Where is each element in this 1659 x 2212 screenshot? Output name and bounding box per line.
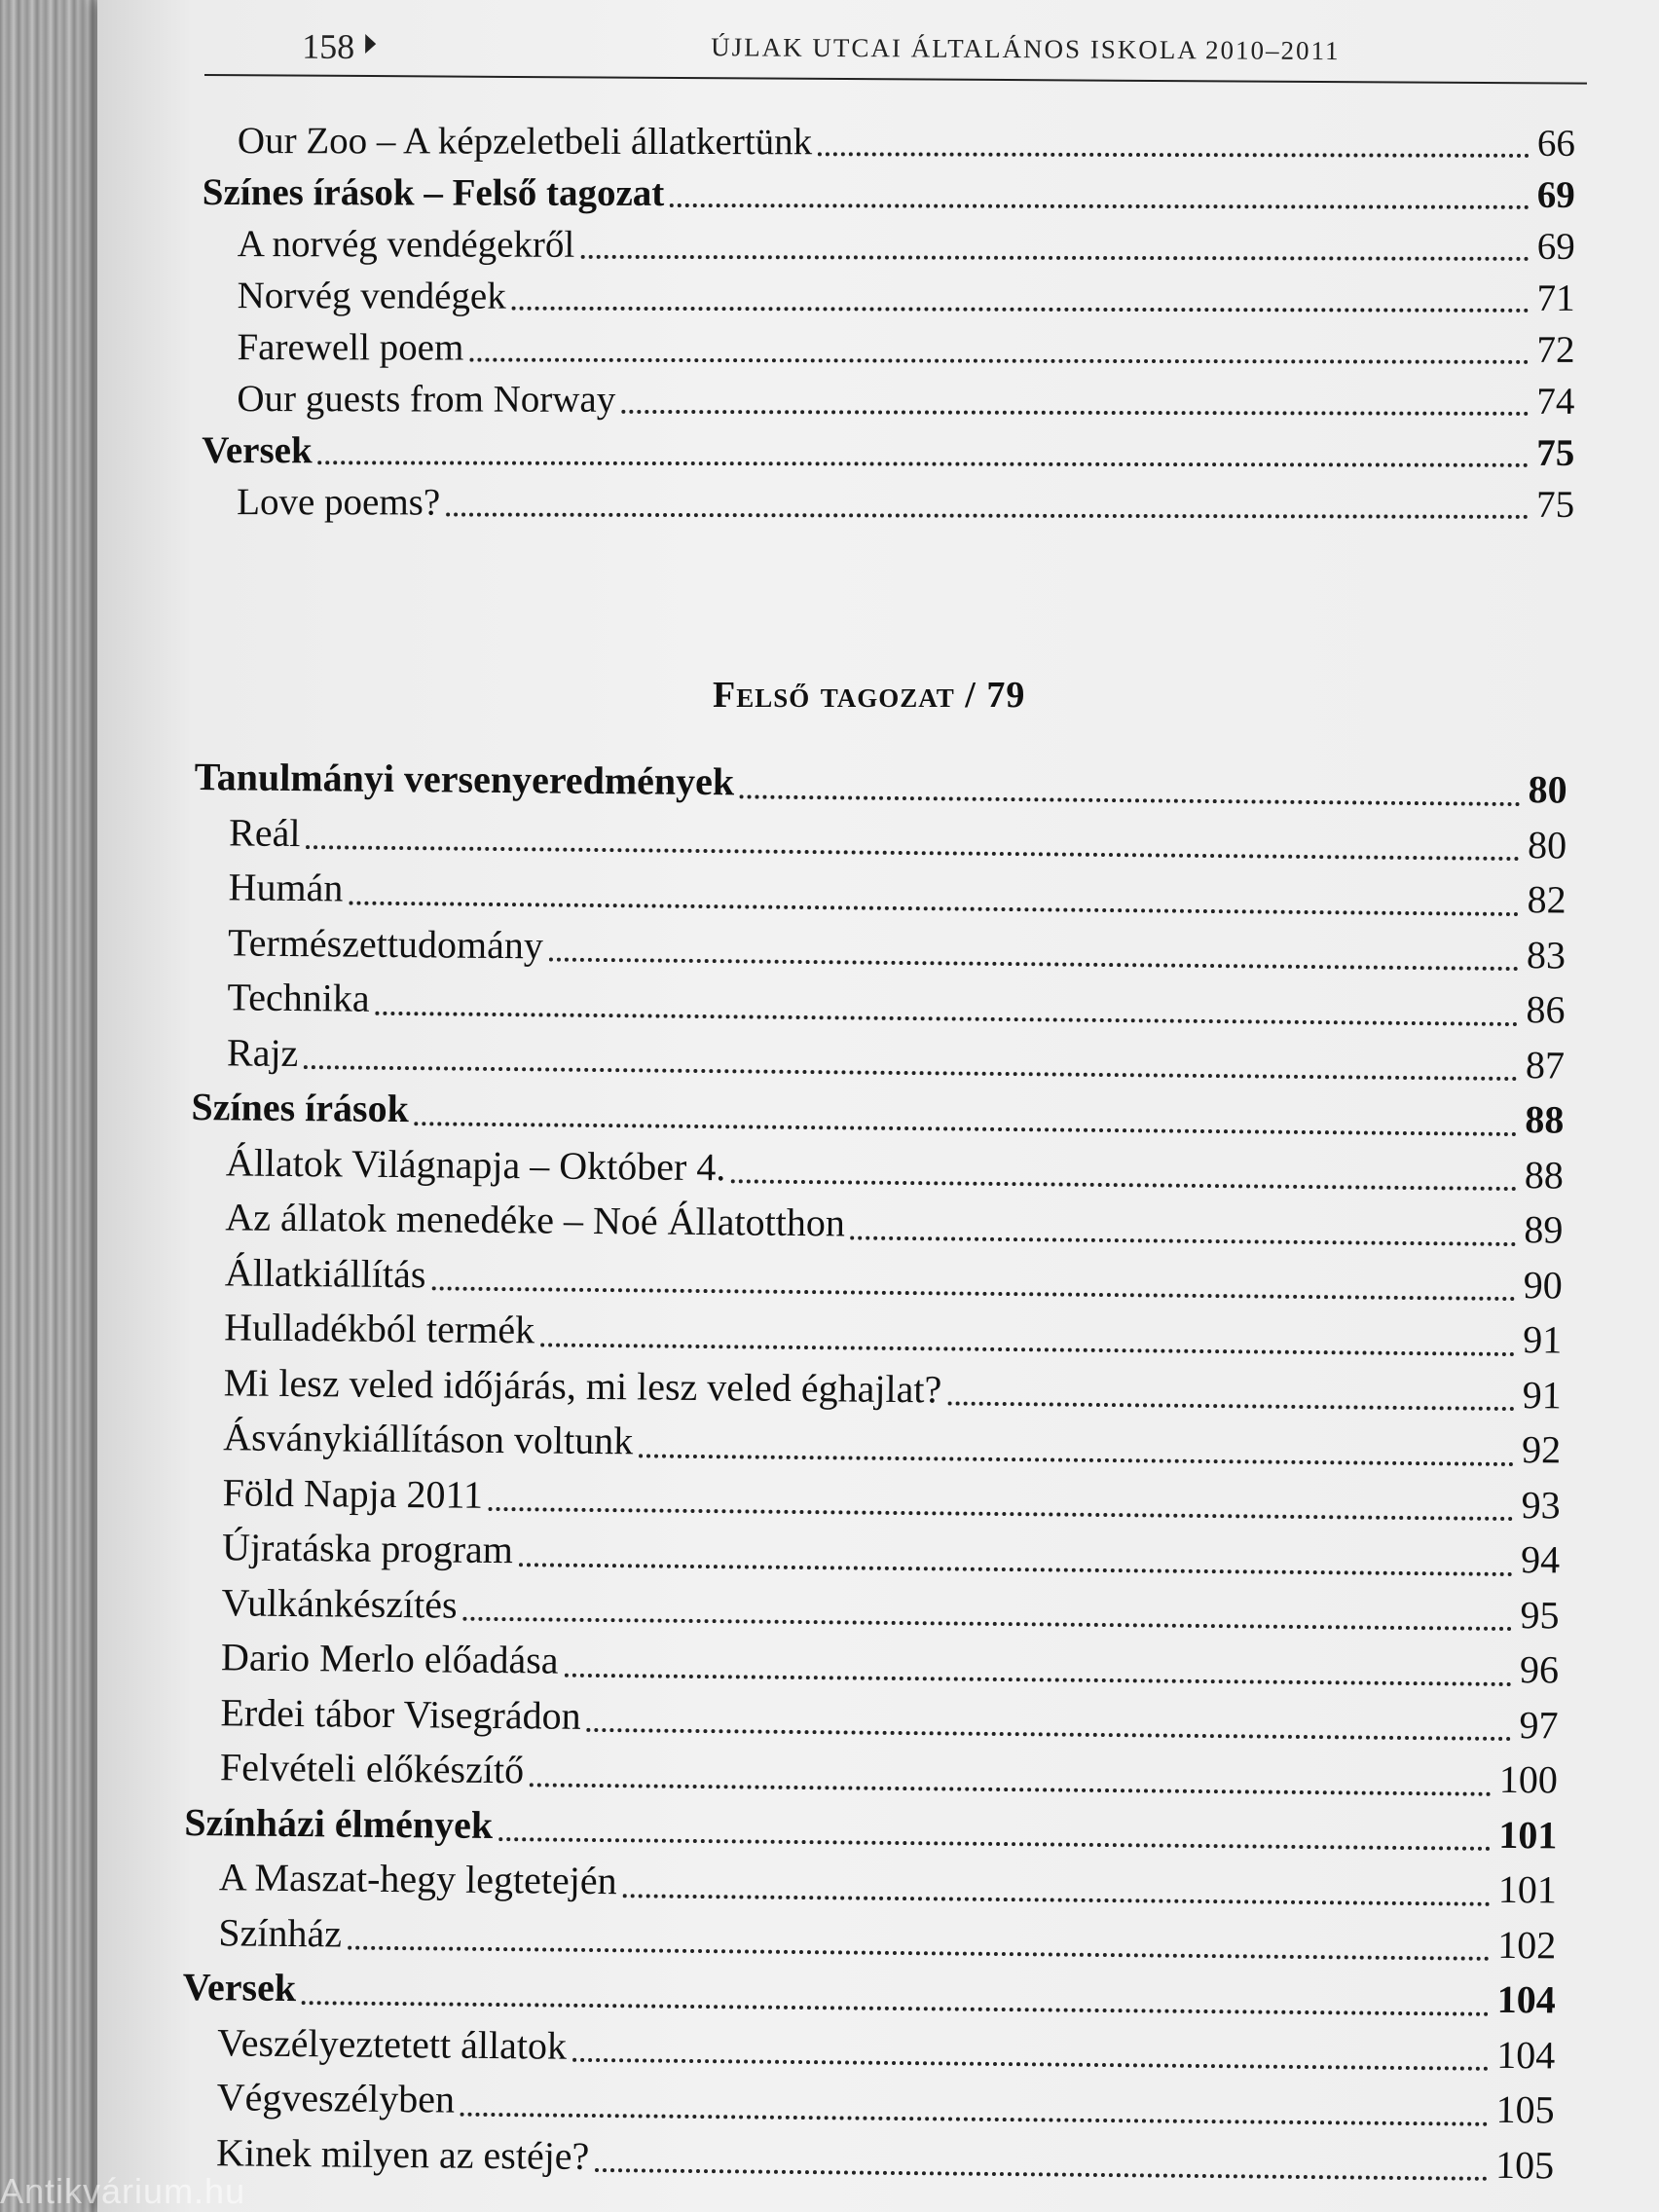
toc-leader-dots bbox=[530, 1783, 1492, 1795]
toc-entry-title: A Maszat-hegy legtetején bbox=[218, 1855, 617, 1903]
toc-entry-page: 101 bbox=[1497, 1866, 1558, 1912]
toc-entry-title: Színházi élmények bbox=[184, 1799, 494, 1847]
toc-entry-page: 69 bbox=[1536, 173, 1575, 216]
toc-entry-page: 87 bbox=[1525, 1042, 1566, 1088]
toc-entry-title: Norvég vendégek bbox=[237, 275, 506, 317]
toc-leader-dots bbox=[461, 2112, 1489, 2125]
toc-leader-dots bbox=[621, 410, 1529, 416]
toc-entry-title: Vulkánkészítés bbox=[221, 1579, 458, 1627]
toc-entry-page: 88 bbox=[1525, 1097, 1565, 1142]
section-separator: / bbox=[965, 675, 977, 716]
toc-entry-page: 95 bbox=[1520, 1592, 1560, 1637]
toc-entry-title: Versek bbox=[202, 428, 313, 472]
toc-leader-dots bbox=[302, 2001, 1490, 2016]
toc-leader-dots bbox=[731, 1179, 1517, 1191]
toc-entry-title: Our guests from Norway bbox=[237, 378, 616, 421]
toc-leader-dots bbox=[349, 901, 1519, 916]
toc-entry-title: Az állatok menedéke – Noé Állatotthon bbox=[225, 1195, 846, 1245]
toc-entry-page: 75 bbox=[1536, 431, 1575, 474]
toc-leader-dots bbox=[572, 2058, 1489, 2071]
toc-entry-title: Humán bbox=[228, 865, 344, 910]
toc-entry-page: 102 bbox=[1497, 1922, 1557, 1967]
toc-entry bbox=[202, 476, 1574, 531]
toc-entry-page: 101 bbox=[1498, 1812, 1558, 1857]
toc-leader-dots bbox=[446, 513, 1529, 519]
toc-entry-title: Versek bbox=[182, 1964, 297, 2010]
toc-entry-title: Színes írások bbox=[191, 1084, 410, 1131]
toc-top bbox=[202, 115, 1575, 531]
toc-entry-page: 75 bbox=[1536, 483, 1575, 526]
toc-entry-title: Our Zoo – A képzeletbeli állatkertünk bbox=[237, 120, 813, 164]
toc-entry-page: 92 bbox=[1521, 1427, 1562, 1472]
toc-entry bbox=[203, 218, 1575, 273]
toc-entry bbox=[202, 321, 1574, 376]
toc-entry-title: Végveszélyben bbox=[216, 2075, 456, 2121]
toc-entry-title: Mi lesz veled időjárás, mi lesz veled éghajlat? bbox=[223, 1359, 942, 1411]
toc-entry-title: Kinek milyen az estéje? bbox=[215, 2129, 590, 2178]
toc-entry-title: Állatok Világnapja – Október 4. bbox=[225, 1139, 726, 1189]
toc-leader-dots bbox=[818, 152, 1530, 158]
toc-entry-title: Rajz bbox=[226, 1029, 299, 1075]
toc-entry-title: Dario Merlo előadása bbox=[220, 1635, 559, 1682]
toc-entry-page: 80 bbox=[1527, 822, 1567, 867]
toc-leader-dots bbox=[318, 461, 1530, 467]
toc-entry-title: Veszélyeztetett állatok bbox=[217, 2019, 568, 2068]
toc-leader-dots bbox=[564, 1673, 1511, 1685]
section-heading bbox=[713, 674, 1025, 717]
toc-entry-title: Állatkiállítás bbox=[224, 1249, 426, 1296]
toc-leader-dots bbox=[306, 845, 1520, 861]
toc-entry-page: 96 bbox=[1519, 1647, 1560, 1692]
page-header bbox=[204, 19, 1587, 85]
toc-entry-title: Reál bbox=[228, 809, 301, 855]
toc-entry-page: 105 bbox=[1495, 2086, 1555, 2132]
toc-leader-dots bbox=[512, 307, 1530, 313]
toc-entry bbox=[203, 270, 1575, 324]
toc-entry-page: 74 bbox=[1536, 380, 1575, 423]
toc-entry-title: Erdei tábor Visegrádon bbox=[220, 1689, 581, 1738]
page-number: 158 bbox=[302, 26, 355, 66]
toc-entry-title: Ásványkiállításon voltunk bbox=[223, 1415, 634, 1463]
toc-entry-page: 83 bbox=[1526, 932, 1567, 977]
toc-entry-page: 105 bbox=[1494, 2142, 1555, 2187]
toc-leader-dots bbox=[639, 1454, 1514, 1466]
arrow-right-icon bbox=[365, 34, 376, 54]
toc-entry-page: 89 bbox=[1524, 1207, 1564, 1252]
toc-leader-dots bbox=[415, 1122, 1518, 1136]
toc-entry-page: 91 bbox=[1522, 1372, 1562, 1418]
toc-entry bbox=[202, 424, 1574, 479]
toc-leader-dots bbox=[540, 1343, 1515, 1356]
toc-entry-page: 97 bbox=[1519, 1702, 1559, 1747]
toc-leader-dots bbox=[851, 1235, 1517, 1246]
toc-entry-title: Hulladékból termék bbox=[224, 1305, 535, 1352]
toc-entry-page: 88 bbox=[1524, 1152, 1565, 1198]
toc-entry-title: Újratáska program bbox=[221, 1525, 514, 1572]
toc-entry-page: 104 bbox=[1496, 1976, 1556, 2022]
toc-entry-page: 104 bbox=[1495, 2032, 1556, 2077]
toc-entry bbox=[202, 373, 1574, 427]
toc-leader-dots bbox=[740, 794, 1521, 806]
toc-entry-title: Love poems? bbox=[237, 481, 441, 524]
running-head: ÚJLAK UTCAI ÁLTALÁNOS ISKOLA 2010–2011 bbox=[711, 32, 1341, 66]
toc-leader-dots bbox=[304, 1065, 1518, 1081]
toc-entry-page: 86 bbox=[1526, 987, 1566, 1032]
toc-entry-page: 91 bbox=[1523, 1317, 1563, 1362]
toc-entry-page: 69 bbox=[1536, 225, 1575, 268]
toc-leader-dots bbox=[549, 958, 1519, 972]
toc-entry-page: 71 bbox=[1536, 276, 1575, 319]
section-title: Felső tagozat bbox=[713, 675, 955, 716]
toc-leader-dots bbox=[375, 1011, 1518, 1025]
toc-leader-dots bbox=[519, 1563, 1513, 1576]
toc-leader-dots bbox=[348, 1946, 1490, 1961]
toc-entry-page: 66 bbox=[1536, 122, 1575, 165]
toc-entry-page: 80 bbox=[1528, 767, 1567, 812]
toc-leader-dots bbox=[431, 1286, 1515, 1301]
toc-entry-title: Technika bbox=[227, 975, 370, 1020]
watermark: Antikvárium.hu bbox=[0, 2171, 246, 2211]
toc-entry-title: Felvételi előkészítő bbox=[219, 1745, 525, 1792]
toc-entry-page: 72 bbox=[1536, 328, 1575, 371]
toc-leader-dots bbox=[580, 255, 1529, 261]
toc-leader-dots bbox=[595, 2168, 1488, 2181]
toc-entry-title: Föld Napja 2011 bbox=[222, 1469, 484, 1517]
toc-entry-page: 100 bbox=[1498, 1756, 1559, 1802]
toc-entry-page: 94 bbox=[1520, 1537, 1561, 1582]
toc-entry-title: Tanulmányi versenyeredmények bbox=[194, 754, 735, 804]
toc-entry-title: Színes írások – Felső tagozat bbox=[202, 170, 665, 214]
toc-leader-dots bbox=[498, 1837, 1491, 1851]
toc-entry-title: Színház bbox=[218, 1909, 343, 1956]
toc-entry-page: 82 bbox=[1527, 877, 1567, 922]
toc-entry-page: 90 bbox=[1523, 1262, 1564, 1308]
toc-entry-title: Természettudomány bbox=[227, 919, 544, 967]
toc-leader-dots bbox=[489, 1507, 1514, 1521]
section-page: 79 bbox=[986, 675, 1026, 716]
toc-entry-title: Farewell poem bbox=[237, 326, 464, 369]
toc-leader-dots bbox=[462, 1617, 1512, 1631]
toc-entry bbox=[203, 166, 1575, 221]
toc-leader-dots bbox=[586, 1728, 1511, 1741]
toc-entry-page: 93 bbox=[1521, 1482, 1561, 1527]
toc-bottom bbox=[181, 750, 1567, 2193]
toc-leader-dots bbox=[469, 358, 1529, 364]
toc-leader-dots bbox=[947, 1401, 1515, 1411]
toc-leader-dots bbox=[670, 203, 1530, 209]
toc-entry-title: A norvég vendégekről bbox=[237, 223, 575, 266]
toc-entry bbox=[203, 115, 1575, 169]
toc-leader-dots bbox=[622, 1894, 1490, 1906]
